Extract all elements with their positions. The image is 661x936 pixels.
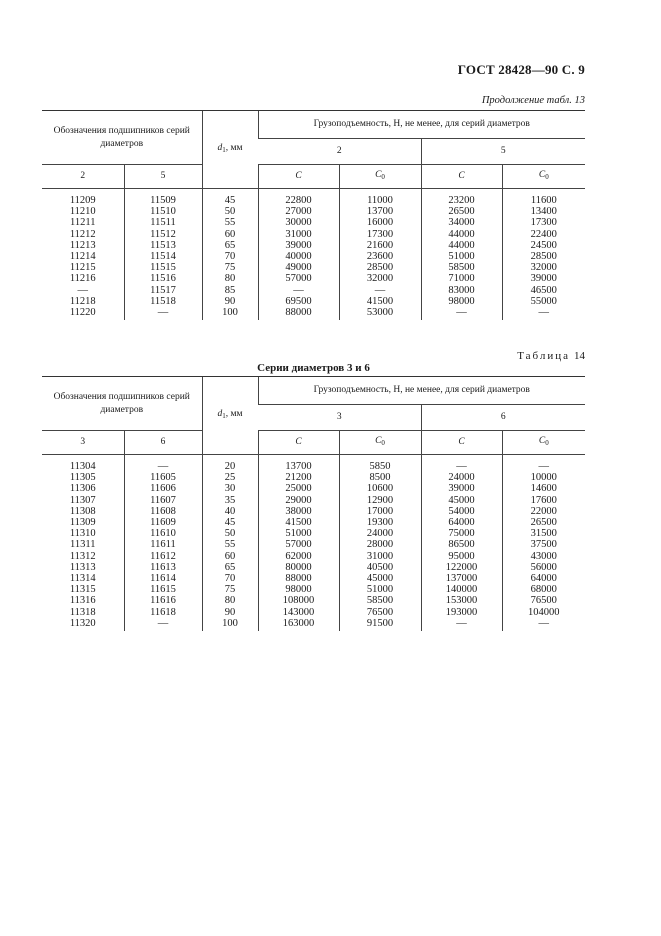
table-row — [42, 189, 585, 207]
table-cell: 11511 — [124, 217, 202, 228]
table-cell: 28500 — [502, 251, 585, 262]
table-cell: 17000 — [339, 506, 421, 517]
table-cell: — — [124, 455, 202, 473]
table-cell: 14600 — [502, 483, 585, 494]
table-cell: 70 — [202, 573, 258, 584]
table-row — [42, 551, 585, 562]
table-cell: 80000 — [258, 562, 339, 573]
table-cell: 100 — [202, 307, 258, 320]
table-cell: 11215 — [69, 262, 96, 274]
table-cell: 13400 — [502, 206, 585, 217]
table-cell: 11517 — [124, 285, 202, 296]
table-cell: 13700 — [258, 455, 339, 473]
col-c-a: C — [258, 431, 339, 455]
table-cell: 60 — [202, 551, 258, 562]
table-cell: 23600 — [339, 251, 421, 262]
table-cell: 41500 — [258, 517, 339, 528]
table-cell: 50 — [202, 528, 258, 539]
table-cell: 90 — [202, 607, 258, 618]
table-cell: 22400 — [502, 229, 585, 240]
table-cell: 57000 — [258, 273, 339, 284]
table-cell: 22000 — [502, 506, 585, 517]
table-cell: — — [77, 284, 88, 296]
table-cell: 11510 — [124, 206, 202, 217]
table-cell: 32000 — [502, 262, 585, 273]
table-row — [42, 584, 585, 595]
table-cell: 44000 — [421, 240, 502, 251]
d1-header: $d_1$, мм — [202, 377, 258, 455]
table-cell: 21200 — [258, 472, 339, 483]
table-cell: — — [258, 285, 339, 296]
table-cell: 83000 — [421, 285, 502, 296]
table-cell: 45000 — [421, 495, 502, 506]
page-header: ГОСТ 28428—90 С. 9 — [457, 62, 585, 77]
table-cell: — — [124, 618, 202, 631]
table-cell: 65 — [202, 562, 258, 573]
table-cell: 58500 — [339, 595, 421, 606]
table-cell: 11212 — [69, 228, 96, 240]
series-b-header: 6 — [421, 405, 585, 431]
table-14-label: Таблица 14 — [517, 350, 585, 362]
table-cell: 11316 — [69, 595, 96, 607]
table-cell: 55000 — [502, 296, 585, 307]
table-cell: 11614 — [124, 573, 202, 584]
table-cell: 10600 — [339, 483, 421, 494]
table-cell: 64000 — [502, 573, 585, 584]
table-row — [42, 495, 585, 506]
table-row — [42, 296, 585, 307]
table-cell: 68000 — [502, 584, 585, 595]
table-cell: 46500 — [502, 285, 585, 296]
table-cell: 153000 — [421, 595, 502, 606]
table-row — [42, 472, 585, 483]
table-cell: 25000 — [258, 483, 339, 494]
table-cell: 11509 — [124, 189, 202, 207]
table-cell: 75000 — [421, 528, 502, 539]
table-cell: 137000 — [421, 573, 502, 584]
table-cell: 20 — [202, 455, 258, 473]
col-series-b: 6 — [124, 431, 202, 455]
table-cell: 90 — [202, 296, 258, 307]
table-cell: 45 — [202, 189, 258, 207]
table-cell: 11311 — [70, 539, 96, 551]
table-cell: 75 — [202, 584, 258, 595]
table-cell: 28500 — [339, 262, 421, 273]
col-series-a: 2 — [42, 165, 124, 189]
series-a-header: 2 — [258, 139, 421, 165]
table-cell: 11618 — [124, 607, 202, 618]
col-c0-b: $C_0$ — [502, 165, 585, 189]
table-cell: 11613 — [124, 562, 202, 573]
table-cell: 60 — [202, 229, 258, 240]
table-cell: 39000 — [502, 273, 585, 284]
table-cell: 29000 — [258, 495, 339, 506]
table-cell: 51000 — [258, 528, 339, 539]
table-cell: 143000 — [258, 607, 339, 618]
table-cell: 140000 — [421, 584, 502, 595]
col-c-b: C — [421, 165, 502, 189]
series-b-header: 5 — [421, 139, 585, 165]
designation-header: Обозначения подшипников серий диаметров — [42, 111, 202, 165]
table-row — [42, 285, 585, 296]
col-series-a: 3 — [42, 431, 124, 455]
table-row — [42, 273, 585, 284]
table-cell: 11515 — [124, 262, 202, 273]
table-cell: 11318 — [69, 606, 96, 618]
table-cell: 24000 — [421, 472, 502, 483]
table-cell: 44000 — [421, 229, 502, 240]
col-c0-b: $C_0$ — [502, 431, 585, 455]
table-cell: 39000 — [421, 483, 502, 494]
table-cell: 27000 — [258, 206, 339, 217]
table-cell: 11315 — [69, 584, 96, 596]
table-cell: 76500 — [502, 595, 585, 606]
table-cell: — — [339, 285, 421, 296]
table-cell: 22800 — [258, 189, 339, 207]
table-cell: 11320 — [69, 617, 96, 629]
table-cell: 45000 — [339, 573, 421, 584]
table-cell: — — [421, 455, 502, 473]
table-cell: 50 — [202, 206, 258, 217]
table-cell: 31000 — [258, 229, 339, 240]
table-cell: 37500 — [502, 539, 585, 550]
table-cell: 31500 — [502, 528, 585, 539]
table-cell: 91500 — [339, 618, 421, 631]
table-row — [42, 573, 585, 584]
table-cell: 54000 — [421, 506, 502, 517]
table-cell: 11516 — [124, 273, 202, 284]
table-cell: 30 — [202, 483, 258, 494]
table-cell: 40000 — [258, 251, 339, 262]
table-cell: 108000 — [258, 595, 339, 606]
table-cell: 51000 — [339, 584, 421, 595]
table-cell: 41500 — [339, 296, 421, 307]
table-cell: 11308 — [69, 505, 96, 517]
table-cell: 193000 — [421, 607, 502, 618]
table-row — [42, 251, 585, 262]
table-cell: 98000 — [258, 584, 339, 595]
table-cell: 56000 — [502, 562, 585, 573]
table-cell: 58500 — [421, 262, 502, 273]
table-row — [42, 262, 585, 273]
table-cell: 11312 — [69, 550, 96, 562]
table-cell: 11305 — [69, 472, 96, 484]
table-cell: 11610 — [124, 528, 202, 539]
table-cell: 69500 — [258, 296, 339, 307]
table-cell: 95000 — [421, 551, 502, 562]
table-row — [42, 595, 585, 606]
table-row — [42, 455, 585, 473]
table-cell: 55 — [202, 217, 258, 228]
table-cell: 43000 — [502, 551, 585, 562]
table-cell: 26500 — [421, 206, 502, 217]
table-cell: 40500 — [339, 562, 421, 573]
table-cell: 11213 — [69, 239, 96, 251]
table-cell: 11606 — [124, 483, 202, 494]
table-cell: — — [502, 455, 585, 473]
table-row — [42, 517, 585, 528]
table-cell: 11607 — [124, 495, 202, 506]
table-cell: 11600 — [502, 189, 585, 207]
table-cell: 5850 — [339, 455, 421, 473]
table-cell: 98000 — [421, 296, 502, 307]
table-cell: 55 — [202, 539, 258, 550]
table-cell: 21600 — [339, 240, 421, 251]
table-cell: 11220 — [69, 307, 96, 319]
table-cell: 11218 — [69, 295, 96, 307]
d1-header: $d_1$, мм — [202, 111, 258, 189]
table-row — [42, 229, 585, 240]
table-cell: — — [502, 618, 585, 631]
table-row — [42, 528, 585, 539]
table-cell: 28000 — [339, 539, 421, 550]
table-cell: 11616 — [124, 595, 202, 606]
col-c-b: C — [421, 431, 502, 455]
table-cell: 11314 — [69, 573, 96, 585]
table-cell: 11615 — [124, 584, 202, 595]
table-cell: 86500 — [421, 539, 502, 550]
table-cell: 8500 — [339, 472, 421, 483]
col-c0-a: $C_0$ — [339, 165, 421, 189]
table-cell: 19300 — [339, 517, 421, 528]
table-cell: 31000 — [339, 551, 421, 562]
table-cell: 24500 — [502, 240, 585, 251]
table-cell: 11304 — [69, 461, 96, 472]
table-cell: 11612 — [124, 551, 202, 562]
table-cell: 11306 — [69, 483, 96, 495]
table-cell: 11310 — [69, 528, 96, 540]
table-cell: 16000 — [339, 217, 421, 228]
table-cell: 11209 — [69, 195, 96, 206]
load-capacity-header: Грузоподъемность, Н, не менее, для серий диаметров — [258, 377, 585, 405]
table-cell: 75 — [202, 262, 258, 273]
table-cell: 80 — [202, 595, 258, 606]
table-row — [42, 506, 585, 517]
table-cell: 12900 — [339, 495, 421, 506]
table-row — [42, 307, 585, 320]
table-cell: — — [421, 618, 502, 631]
designation-header: Обозначения подшипников серий диаметров — [42, 377, 202, 431]
table-cell: 11000 — [339, 189, 421, 207]
table-cell: 11210 — [69, 206, 96, 218]
table-cell: — — [421, 307, 502, 320]
table-cell: 70 — [202, 251, 258, 262]
table-cell: — — [124, 307, 202, 320]
table-cell: 26500 — [502, 517, 585, 528]
table-cell: 62000 — [258, 551, 339, 562]
table-cell: 11518 — [124, 296, 202, 307]
table-cell: 11313 — [69, 561, 96, 573]
table-cell: 11309 — [69, 517, 96, 529]
table-row — [42, 618, 585, 631]
table-cell: 11611 — [124, 539, 202, 550]
col-c-a: C — [258, 165, 339, 189]
table-cell: 51000 — [421, 251, 502, 262]
load-capacity-header: Грузоподъемность, Н, не менее, для серий диаметров — [258, 111, 585, 139]
col-series-b: 5 — [124, 165, 202, 189]
table-row — [42, 562, 585, 573]
table-cell: 64000 — [421, 517, 502, 528]
table-cell: — — [502, 307, 585, 320]
table-cell: 122000 — [421, 562, 502, 573]
series-a-header: 3 — [258, 405, 421, 431]
table-cell: 17300 — [339, 229, 421, 240]
table-row — [42, 607, 585, 618]
table-cell: 100 — [202, 618, 258, 631]
table-cell: 38000 — [258, 506, 339, 517]
table-cell: 80 — [202, 273, 258, 284]
table-row — [42, 483, 585, 494]
table-cell: 65 — [202, 240, 258, 251]
table-cell: 17300 — [502, 217, 585, 228]
table-cell: 25 — [202, 472, 258, 483]
table-cell: 49000 — [258, 262, 339, 273]
table-cell: 76500 — [339, 607, 421, 618]
table-cell: 30000 — [258, 217, 339, 228]
table-cell: 11512 — [124, 229, 202, 240]
table-cell: 11608 — [124, 506, 202, 517]
table-cell: 57000 — [258, 539, 339, 550]
table-cell: 13700 — [339, 206, 421, 217]
table-cell: 11605 — [124, 472, 202, 483]
table-cell: 11307 — [69, 494, 96, 506]
table-cell: 39000 — [258, 240, 339, 251]
table-cell: 88000 — [258, 573, 339, 584]
table-cell: 11216 — [69, 273, 96, 285]
table-cell: 11514 — [124, 251, 202, 262]
table-cell: 24000 — [339, 528, 421, 539]
table-cell: 88000 — [258, 307, 339, 320]
table-row — [42, 206, 585, 217]
table-cell: 10000 — [502, 472, 585, 483]
table-cell: 11609 — [124, 517, 202, 528]
table-cell: 32000 — [339, 273, 421, 284]
table-cell: 40 — [202, 506, 258, 517]
table-cell: 104000 — [502, 607, 585, 618]
table-cell: 85 — [202, 285, 258, 296]
table-row — [42, 217, 585, 228]
table-cell: 71000 — [421, 273, 502, 284]
table-13 — [42, 110, 585, 320]
table-cell: 53000 — [339, 307, 421, 320]
table-cell: 17600 — [502, 495, 585, 506]
table-cell: 11513 — [124, 240, 202, 251]
table-14-subtitle: Серии диаметров 3 и 6 — [257, 362, 370, 374]
table-cell: 163000 — [258, 618, 339, 631]
table-cell: 11214 — [69, 251, 96, 263]
table-14 — [42, 376, 585, 631]
continuation-note: Продолжение табл. 13 — [481, 95, 585, 106]
table-row — [42, 539, 585, 550]
col-c0-a: $C_0$ — [339, 431, 421, 455]
table-cell: 11211 — [70, 217, 96, 229]
table-row — [42, 240, 585, 251]
table-cell: 35 — [202, 495, 258, 506]
table-cell: 34000 — [421, 217, 502, 228]
table-cell: 45 — [202, 517, 258, 528]
table-cell: 23200 — [421, 189, 502, 207]
